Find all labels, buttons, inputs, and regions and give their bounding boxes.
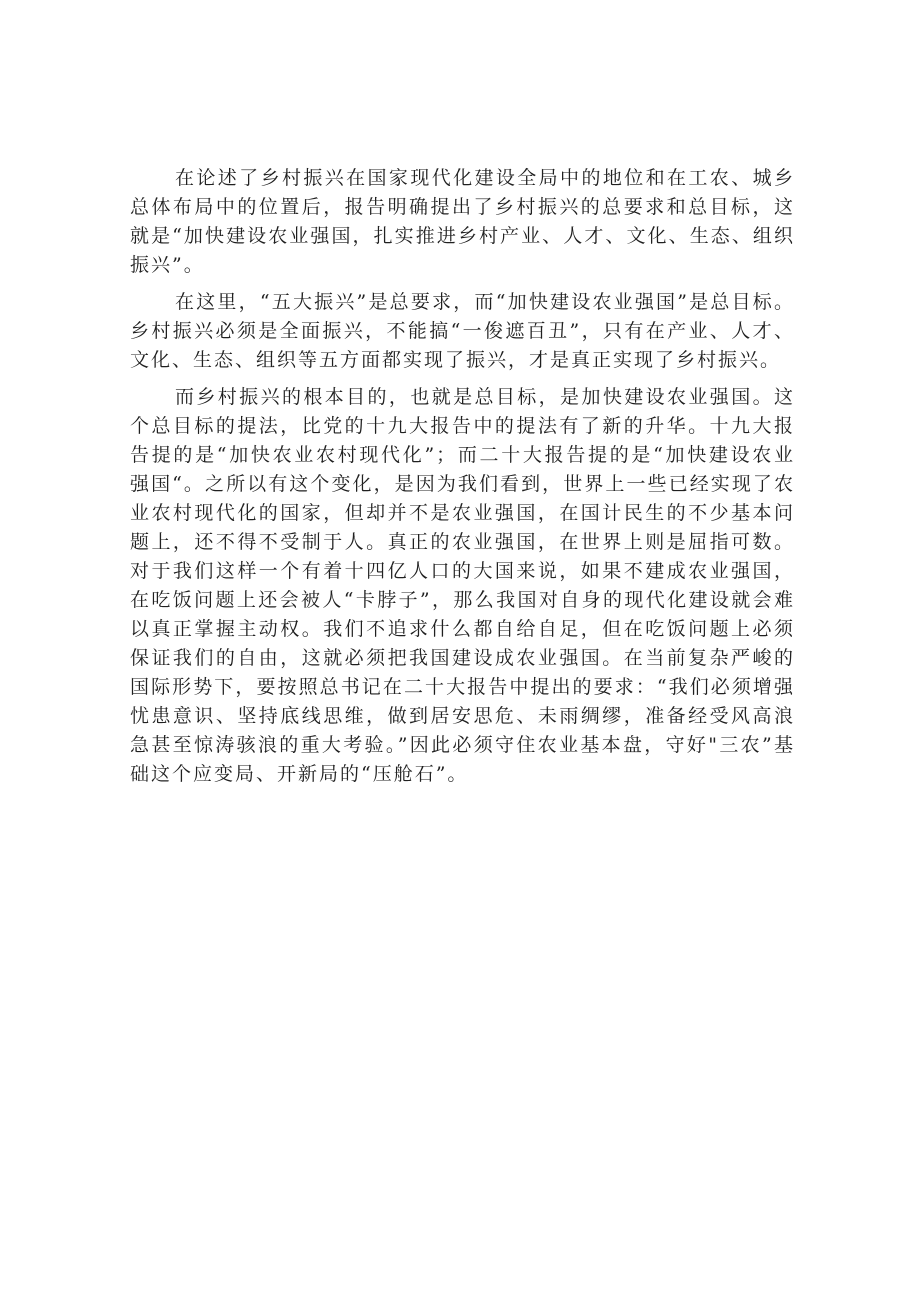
paragraph-2: 在这里，“五大振兴”是总要求，而“加快建设农业强国”是总目标。乡村振兴必须是全面振兴，不能搞“一俊遮百丑”，只有在产业、人才、文化、生态、组织等五方面都实现了振兴，才是真正实现了乡村振兴。: [130, 291, 795, 371]
paragraph-1: 在论述了乡村振兴在国家现代化建设全局中的地位和在工农、城乡总体布局中的位置后，报告明确提出了乡村振兴的总要求和总目标，这就是“加快建设农业强国，扎实推进乡村产业、人才、文化、生态、组织振兴”。: [130, 167, 795, 276]
paragraph-3: 而乡村振兴的根本目的，也就是总目标，是加快建设农业强国。这个总目标的提法，比党的十九大报告中的提法有了新的升华。十九大报告提的是“加快农业农村现代化”；而二十大报告提的是“加快建设农业强国“。之所以有这个变化，是因为我们看到，世界上一些已经实现了农业农村现代化的国家，但却并不是农业强国，在国计民生的不少基本问题上，还不得不受制于人。真正的农业强国，在世界上则是屈指可数。对于我们这样一个有着十四亿人口的大国来说，如果不建成农业强国，在吃饭问题上还会被人“卡脖子”，那么我国对自身的现代化建设就会难以真正掌握主动权。我们不追求什么都自给自足，但在吃饭问题上必须保证我们的自由，这就必须把我国建设成农业强国。在当前复杂严峻的国际形势下，要按照总书记在二十大报告中提出的要求：“我们必须增强忧患意识、坚持底线思维，做到居安思危、未雨绸缪，准备经受风高浪急甚至惊涛骇浪的重大考验。”因此必须守住农业基本盘，守好"三农”基础这个应变局、开新局的“压舱石”。: [130, 386, 795, 785]
document-body: [130, 164, 795, 797]
